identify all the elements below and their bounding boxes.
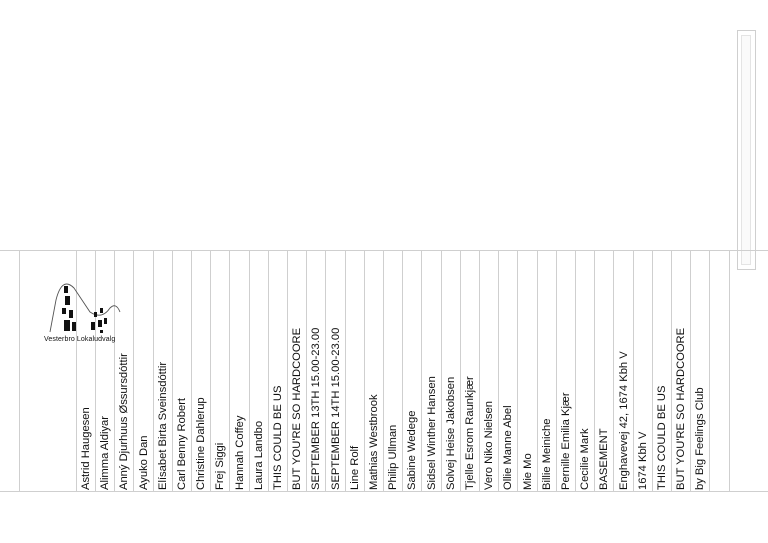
strip-label: THIS COULD BE US bbox=[656, 385, 668, 490]
strip-label: BASEMENT bbox=[598, 428, 611, 490]
strip-divider bbox=[517, 250, 518, 492]
strip-label: BUT YOU'RE SO HARDCOORE bbox=[675, 327, 688, 490]
strip-label: Mie Mo bbox=[521, 453, 534, 490]
strip-label: Philip Ullman bbox=[387, 424, 400, 490]
strip-label: BUT YOU'RE SO HARDCOORE bbox=[291, 327, 304, 490]
strip-label: Cecilie Mark bbox=[579, 428, 592, 490]
strip-label: Mathias Westbrook bbox=[368, 394, 380, 490]
strip-divider bbox=[594, 250, 595, 492]
strip-label: Line Rolf bbox=[348, 445, 361, 490]
strip-label: Christine Dahlerup bbox=[195, 397, 208, 490]
strip-label: Anný Djurhuus Øssursdóttir bbox=[118, 353, 131, 490]
strip-label: Sabine Wedege bbox=[406, 410, 419, 490]
strip-label: Solvej Heise Jakobsen bbox=[444, 376, 457, 490]
strip-label: Carl Benny Robert bbox=[176, 397, 188, 490]
strip-divider bbox=[460, 250, 461, 492]
strip-label: Sidsel Winther Hansen bbox=[425, 376, 438, 490]
strip-divider bbox=[556, 250, 557, 492]
strip-label: Pernille Emilia Kjær bbox=[560, 392, 572, 490]
logo-text: Vesterbro Lokaludvalg bbox=[44, 336, 116, 343]
strip-label: Elísabet Birta Sveinsdóttir bbox=[156, 361, 169, 490]
strip-label: Frej Siggi bbox=[214, 442, 227, 490]
strip-divider bbox=[153, 250, 154, 492]
strip-divider bbox=[268, 250, 269, 492]
strip-divider bbox=[537, 250, 538, 492]
strip-divider bbox=[19, 250, 20, 492]
strip-divider bbox=[306, 250, 307, 492]
blank-page-area bbox=[0, 0, 768, 250]
buildings-logo-icon bbox=[44, 272, 124, 344]
strip-label: SEPTEMBER 14TH 15.00-23.00 bbox=[329, 327, 342, 490]
page-scrollbar[interactable] bbox=[737, 30, 756, 270]
strip-label: Ayuko Dan bbox=[137, 435, 150, 490]
strip-label: Enghavevej 42, 1674 Kbh V bbox=[617, 351, 630, 490]
strip-divider bbox=[690, 250, 691, 492]
strip-divider bbox=[345, 250, 346, 492]
strip-label: Astrid Haugesen bbox=[80, 407, 92, 490]
strip-divider bbox=[287, 250, 288, 492]
strip-divider bbox=[133, 250, 134, 492]
strip-divider bbox=[229, 250, 230, 492]
strip-divider bbox=[729, 250, 730, 492]
strip-divider bbox=[172, 250, 173, 492]
strip-divider bbox=[325, 250, 326, 492]
strip-label: Alimma Aldiyar bbox=[99, 416, 112, 490]
scrollbar-thumb[interactable] bbox=[741, 35, 751, 265]
strip-label: Laura Landbo bbox=[252, 420, 265, 490]
strip-label: by Big Feelings Club bbox=[694, 387, 707, 490]
strip-divider bbox=[652, 250, 653, 492]
strip-label: Vero Niko Nielsen bbox=[483, 401, 496, 490]
strip-divider bbox=[421, 250, 422, 492]
strip-divider bbox=[709, 250, 710, 492]
strip-label: Hannah Coffey bbox=[233, 415, 246, 490]
strip-label: Billie Meiniche bbox=[540, 418, 553, 490]
strip-label: THIS COULD BE US bbox=[272, 385, 284, 490]
strip-divider bbox=[383, 250, 384, 492]
strip-divider bbox=[479, 250, 480, 492]
strip-label: SEPTEMBER 13TH 15.00-23.00 bbox=[310, 327, 323, 490]
strip-divider bbox=[249, 250, 250, 492]
strip-label: Ollie Manne Abel bbox=[502, 405, 515, 490]
strip-label: 1674 Kbh V bbox=[636, 431, 649, 490]
strip-divider bbox=[364, 250, 365, 492]
strip-divider bbox=[210, 250, 211, 492]
strip-divider bbox=[633, 250, 634, 492]
strip-divider bbox=[441, 250, 442, 492]
strip-divider bbox=[671, 250, 672, 492]
strip-label: Tjelle Esrom Raunkjær bbox=[464, 376, 476, 490]
strip-divider bbox=[575, 250, 576, 492]
strip-divider bbox=[402, 250, 403, 492]
strip-divider bbox=[498, 250, 499, 492]
strip-divider bbox=[613, 250, 614, 492]
strip-divider bbox=[191, 250, 192, 492]
